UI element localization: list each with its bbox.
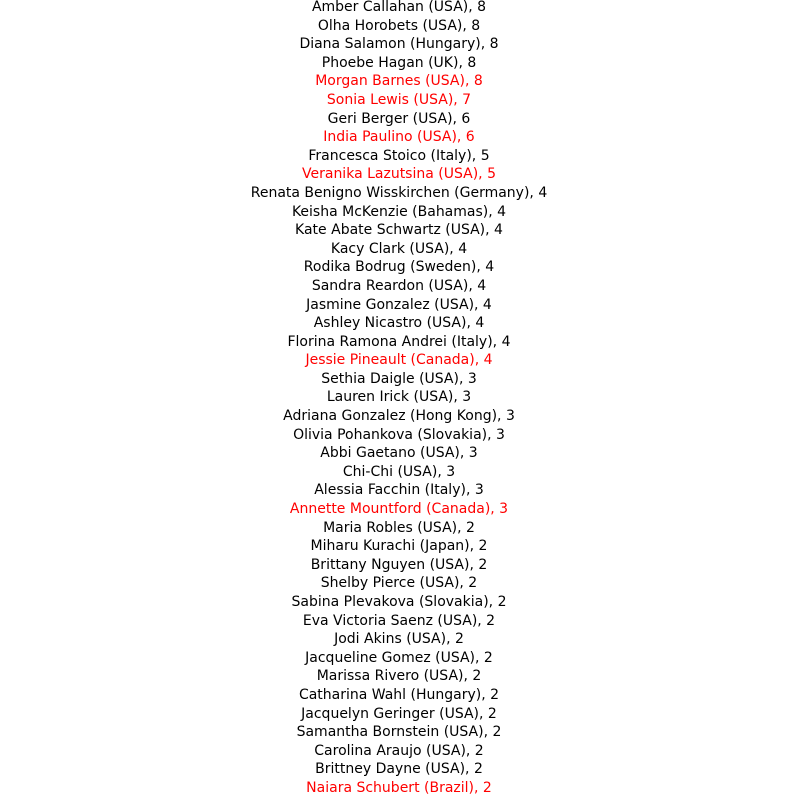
list-item: Florina Ramona Andrei (Italy), 4 (287, 333, 511, 350)
list-item: Marissa Rivero (USA), 2 (316, 668, 482, 685)
list-item: Amber Callahan (USA), 8 (311, 0, 487, 15)
list-item: Jacqueline Gomez (USA), 2 (305, 649, 493, 666)
list-item: Naiara Schubert (Brazil), 2 (306, 779, 492, 796)
list-item: Francesca Stoico (Italy), 5 (308, 147, 490, 164)
list-item: Keisha McKenzie (Bahamas), 4 (291, 203, 507, 220)
list-item: Sonia Lewis (USA), 7 (326, 91, 472, 108)
list-item: Kate Abate Schwartz (USA), 4 (295, 222, 503, 239)
list-item: Geri Berger (USA), 6 (327, 110, 471, 127)
list-item: Eva Victoria Saenz (USA), 2 (302, 612, 496, 629)
list-item: Sethia Daigle (USA), 3 (321, 370, 477, 387)
list-item: Brittany Nguyen (USA), 2 (310, 556, 488, 573)
list-item: Shelby Pierce (USA), 2 (320, 575, 478, 592)
list-item: Olha Horobets (USA), 8 (317, 17, 481, 34)
list-item: India Paulino (USA), 6 (323, 129, 475, 146)
list-item: Morgan Barnes (USA), 8 (315, 73, 483, 90)
list-item: Rodika Bodrug (Sweden), 4 (303, 259, 495, 276)
list-item: Sabina Plevakova (Slovakia), 2 (291, 594, 507, 610)
list-item: Phoebe Hagan (UK), 8 (321, 54, 477, 71)
list-item: Olivia Pohankova (Slovakia), 3 (293, 426, 505, 443)
list-item: Chi-Chi (USA), 3 (342, 463, 456, 480)
list-item: Kacy Clark (USA), 4 (330, 240, 468, 257)
list-item: Alessia Facchin (Italy), 3 (314, 482, 484, 499)
list-item: Jacquelyn Geringer (USA), 2 (301, 705, 497, 722)
list-item: Ashley Nicastro (USA), 4 (313, 315, 485, 332)
list-item: Catharina Wahl (Hungary), 2 (298, 686, 500, 703)
list-item: Diana Salamon (Hungary), 8 (299, 36, 499, 53)
list-item: Brittney Dayne (USA), 2 (315, 761, 483, 778)
list-item: Sandra Reardon (USA), 4 (311, 277, 487, 294)
list-item: Adriana Gonzalez (Hong Kong), 3 (283, 408, 515, 425)
list-item: Jessie Pineault (Canada), 4 (305, 352, 493, 369)
list-item: Renata Benigno Wisskirchen (Germany), 4 (250, 184, 548, 201)
list-item: Abbi Gaetano (USA), 3 (320, 445, 478, 462)
list-item: Jasmine Gonzalez (USA), 4 (306, 296, 492, 313)
list-item: Miharu Kurachi (Japan), 2 (310, 538, 488, 555)
list-item: Carolina Araujo (USA), 2 (314, 742, 484, 759)
list-item: Jodi Akins (USA), 2 (334, 631, 464, 648)
list-item: Maria Robles (USA), 2 (323, 519, 475, 536)
list-item: Lauren Irick (USA), 3 (326, 389, 472, 406)
list-item: Veranika Lazutsina (USA), 5 (302, 166, 496, 183)
list-item: Annette Mountford (Canada), 3 (289, 501, 509, 518)
list-item: Samantha Bornstein (USA), 2 (296, 724, 502, 741)
